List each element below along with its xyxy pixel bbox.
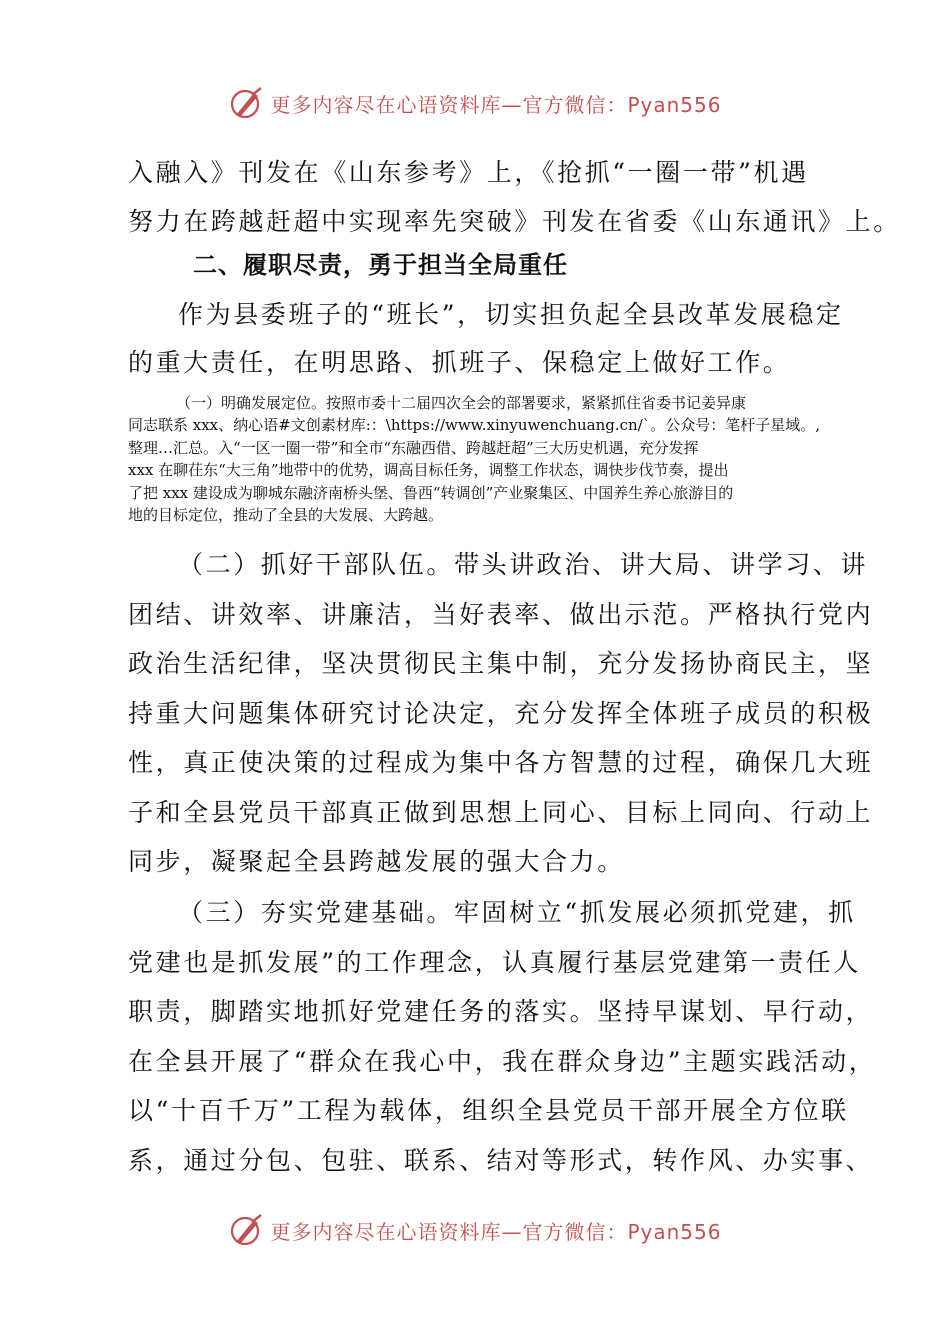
text-line: （一）明确发展定位。按照市委十二届四次全会的部署要求，紧紧抓住省委书记姜异康 (176, 394, 747, 412)
watermark-header (0, 83, 950, 123)
text-line: 职责，脚踏实地抓好党建任务的落实。坚持早谋划、早行动， (128, 997, 874, 1026)
text-line: （三）夯实党建基础。牢固树立“抓发展必须抓党建，抓 (178, 898, 856, 927)
paragraph-small-print (128, 392, 828, 526)
text-line: 同步，凝聚起全县跨越发展的强大合力。 (128, 847, 625, 876)
text-line: 以“十百千万”工程为载体，组织全县党员干部开展全方位联 (128, 1096, 849, 1125)
text-line: 持重大问题集体研究讨论决定，充分发挥全体班子成员的积极 (128, 699, 874, 728)
text-line: （二）抓好干部队伍。带头讲政治、讲大局、讲学习、讲 (178, 550, 869, 579)
watermark-text: 更多内容尽在心语资料库—官方微信：Pyan556 (270, 92, 722, 117)
text-line: 政治生活纪律，坚决贯彻民主集中制，充分发扬协商民主，坚 (128, 649, 874, 678)
watermark-footer (0, 1210, 950, 1250)
text-line: 入融入》刊发在《山东参考》上，《抢抓“一圈一带”机遇 (128, 158, 809, 187)
text-line: 的重大责任，在明思路、抓班子、保稳定上做好工作。 (128, 348, 791, 377)
text-line: 子和全县党员干部真正做到思想上同心、目标上同向、行动上 (128, 798, 874, 827)
text-line: 同志联系 xxx、纳心语#文创素材库:：\https://www.xinyuwenchuang.cn/`。公众号：笔杆子星域。, (128, 416, 821, 435)
text-line: xxx 在聊茌东“大三角”地带中的优势，调高目标任务，调整工作状态，调快步伐节奏，提出 (128, 461, 729, 480)
text-line: 性，真正使决策的过程成为集中各方智慧的过程，确保几大班 (128, 748, 874, 777)
text-line: 团结、讲效率、讲廉洁，当好表率、做出示范。严格执行党内 (128, 600, 874, 629)
pen-circle-logo-icon (228, 85, 264, 121)
text-line: 努力在跨越赶超中实现率先突破》刊发在省委《山东通讯》上。 (128, 207, 901, 236)
text-line: 在全县开展了“群众在我心中，我在群众身边”主题实践活动， (128, 1047, 877, 1076)
watermark-text: 更多内容尽在心语资料库—官方微信：Pyan556 (270, 1219, 722, 1244)
pen-circle-logo-icon (228, 1212, 264, 1248)
text-line: 地的目标定位，推动了全县的大发展、大跨越。 (128, 506, 444, 525)
text-line: 整理…汇总。入“一区一圈一带”和全市“东融西借、跨越赶超”三大历史机遇，充分发挥 (128, 438, 699, 457)
text-line: 作为县委班子的“班长”，切实担负起全县改革发展稳定 (178, 300, 844, 329)
text-line: 了把 xxx 建设成为聊城东融济南桥头堡、鲁西“转调创”产业聚集区、中国养生养心旅游目的 (128, 483, 734, 502)
text-line: 系，通过分包、包驻、联系、结对等形式，转作风、办实事、 (128, 1146, 874, 1175)
text-line: 党建也是抓发展”的工作理念，认真履行基层党建第一责任人 (128, 948, 861, 977)
section-heading: 二、履职尽责，勇于担当全局重任 (193, 251, 568, 279)
